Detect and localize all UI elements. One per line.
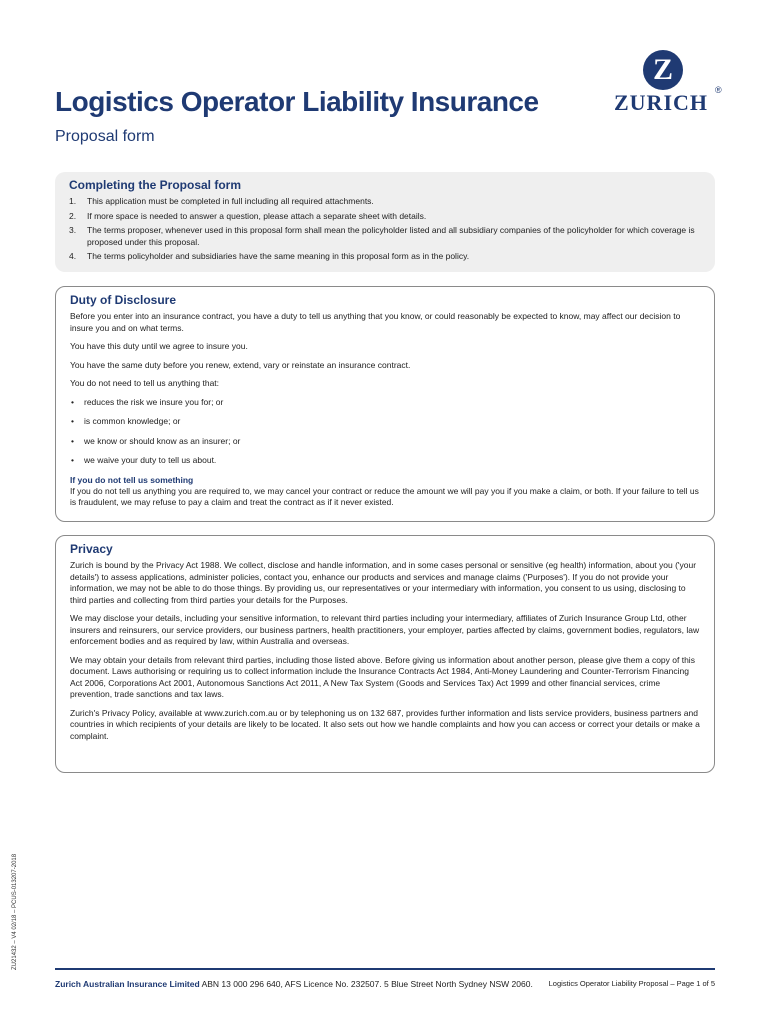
page-title: Logistics Operator Liability Insurance [55, 86, 539, 117]
list-item: 1. This application must be completed in full including all required attachments. [69, 196, 374, 206]
privacy-paragraph: We may obtain your details from relevant third parties, including those listed above. Before giving us information about another person, please give them a copy of this document. Laws authorising or requiring us to collect information include the Insurance Contracts Act 1984, Anti-Money Laundering and Counter-Terrorism Financing Act 2006, Corporations Act 2001, Autonomous Sanctions Act 2011, A New Tax System (Goods and Services Tax) Act 1999 and other financial services, crime prevention, trade sanctions and tax laws. [70, 654, 695, 699]
disclosure-subheading: If you do not tell us something [70, 474, 194, 485]
list-item: 2. If more space is needed to answer a question, please attach a separate sheet with details. [69, 210, 427, 221]
disclosure-closing: If you do not tell us anything you are required to, we may cancel your contract or reduce the amount we will pay you if you make a claim, or both. If your failure to tell us is fraudulent, we may refuse to pay a claim and treat the contract as if it never existed. [70, 485, 699, 507]
disclosure-heading: Duty of Disclosure [70, 293, 177, 307]
company-details: ABN 13 000 296 640, AFS Licence No. 232507. 5 Blue Street North Sydney NSW 2060. [199, 979, 533, 989]
disclosure-paragraph: Before you enter into an insurance contract, you have a duty to tell us anything that you know, or could reasonably be expected to know, may affect our decision to insure you and on what terms. [70, 311, 681, 333]
privacy-paragraph: Zurich is bound by the Privacy Act 1988. We collect, disclose and handle information, and in some cases personal or sensitive (eg health) information, about you ('your details') to assess applications, administer policies, contact you, enhance our products and services and manage claims ('Purposes'). If you do not provide your information, we may not be able to do those things. By providing us, our representatives or your intermediary with information, you consent to us using, disclosing to third parties and collecting from third parties your details for the Purposes. [70, 560, 697, 605]
completing-list [69, 196, 701, 263]
bullet-item: • reduces the risk we insure you for; or [70, 397, 700, 409]
zurich-z-icon: Z [643, 50, 683, 90]
disclosure-paragraph: You have this duty until we agree to insure you. [70, 341, 248, 351]
privacy-section [55, 535, 715, 773]
disclosure-paragraph: You do not need to tell us anything that: [70, 378, 220, 388]
bullet-item: • is common knowledge; or [70, 416, 700, 428]
footer-divider [55, 968, 715, 970]
logo-wordmark: ZURICH [614, 90, 709, 115]
bullet-item: • we know or should know as an insurer; or [70, 436, 700, 448]
page-number: Logistics Operator Liability Proposal – Page 1 of 5 [548, 979, 715, 988]
privacy-paragraph: We may disclose your details, including your sensitive information, to relevant third parties including your intermediary, affiliates of Zurich Insurance Group Ltd, other insurers and reinsurers, our service providers, our business partners, health practitioners, your employer, parties affected by claims, government bodies, regulators, law enforcement bodies and as required by law, within Australia and overseas. [70, 613, 700, 646]
zurich-logo [614, 50, 724, 120]
footer-company [55, 979, 533, 989]
page-subtitle: Proposal form [55, 128, 155, 145]
completing-heading: Completing the Proposal form [69, 178, 242, 192]
company-name: Zurich Australian Insurance Limited [55, 979, 200, 989]
privacy-paragraph: Zurich's Privacy Policy, available at www.zurich.com.au or by telephoning us on 132 687, provides further information and lists service providers, business partners and countries in which recipients of your details are likely to be located. It also sets out how we handle complaints and how you can access or correct your details or make a complaint. [70, 707, 700, 741]
disclosure-paragraph: You have the same duty before you renew, extend, vary or reinstate an insurance contract. [70, 359, 411, 370]
list-item: 3. The terms proposer, whenever used in this proposal form shall mean the policyholder listed and all subsidiary companies of the policyholder for which coverage is proposed under this proposal. [69, 225, 695, 247]
bullet-item: • we waive your duty to tell us about. [70, 455, 700, 467]
disclosure-section [55, 286, 715, 522]
privacy-heading: Privacy [70, 542, 113, 556]
completing-section [55, 172, 715, 272]
document-code: ZU21432 – V4 02/18 – PCUS-013207-2018 [12, 853, 18, 970]
registered-mark: ® [715, 85, 722, 95]
list-item: 4. The terms policyholder and subsidiaries have the same meaning in this proposal form as in the policy. [69, 251, 470, 261]
